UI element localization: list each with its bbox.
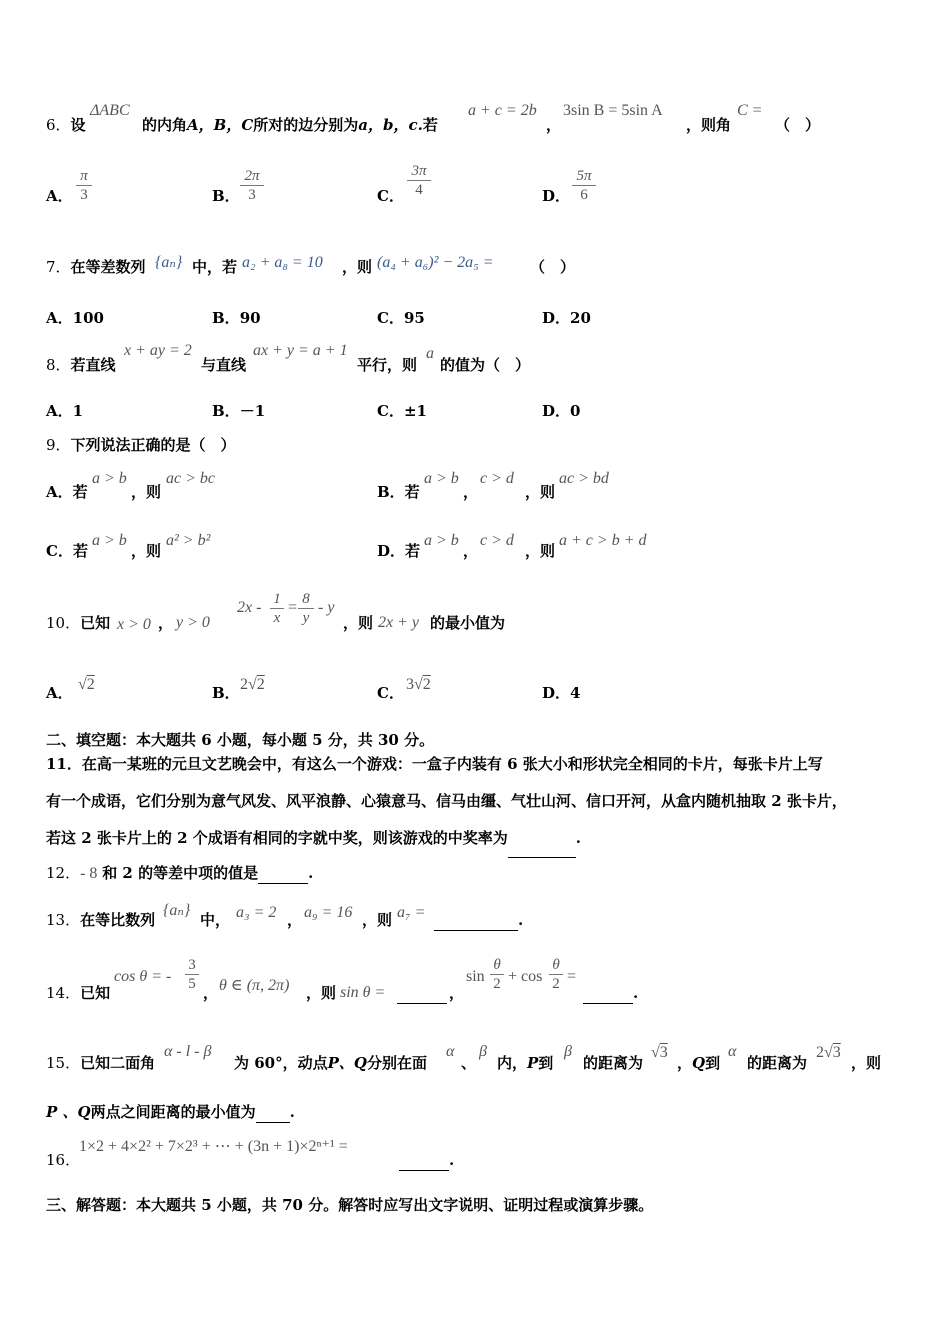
q7-text: 中，若 [192, 258, 238, 276]
answer-blank[interactable] [583, 983, 633, 1004]
q14-half-fraction: $\frac{\theta}{2}$ [490, 956, 504, 993]
q6-option-label: B． [212, 187, 240, 205]
q9-option-d-sep: ， [463, 542, 479, 560]
q12-value: - 8 [80, 865, 98, 882]
q6-text: 的内角A，B，C所对的边分别为a，b，c.若 [142, 116, 438, 134]
q10-cond1: x > 0 [117, 616, 151, 633]
answer-blank[interactable] [508, 820, 576, 858]
q6-option-label: C． [377, 187, 404, 205]
answer-blank[interactable] [397, 983, 447, 1004]
q8-text: 与直线 [201, 356, 247, 374]
q15-text-4: ，Q到 [677, 1054, 721, 1072]
q8-avar: a [426, 345, 434, 362]
q8-line1: x + ay = 2 [124, 342, 192, 359]
q10-eq-right: - y [318, 599, 335, 616]
q10-option-label: A． [46, 684, 73, 702]
q7-stem: 7．在等差数列 [46, 258, 146, 276]
q9-stem: 9．下列说法正确的是（ ） [46, 436, 236, 454]
q6-cvar: C = [737, 102, 763, 119]
q16-num: 16． [46, 1151, 81, 1169]
q10-option-d: D．4 [542, 684, 581, 702]
q10-stem: 10．已知 [46, 614, 111, 632]
q9-option-d-cond2: c > d [480, 532, 514, 549]
answer-blank[interactable] [258, 863, 308, 884]
q7-seq: {aₙ} [155, 254, 183, 271]
q6-option-label: D． [542, 187, 571, 205]
q9-option-b-cond2: c > d [480, 470, 514, 487]
q7-cond: a₂ + a₈ = 10 [242, 254, 323, 271]
q6-text-2: ，则角 [686, 116, 732, 134]
q15-text: 为 60°，动点P、Q分别在面 [234, 1054, 427, 1072]
q10-option-radical: 2√2 [240, 676, 265, 693]
q7-expr: (a₄ + a₆)² − 2a₅ = [377, 254, 494, 271]
answer-blank[interactable] [256, 1102, 290, 1123]
q14-sin-half: sin [466, 968, 485, 985]
q8-option-b: B．－1 [212, 402, 266, 420]
q9-option-b-label: B．若 [377, 483, 420, 501]
q6-option-fraction: $\frac{\pi}{3}$ [76, 167, 92, 204]
q13-a7: a₇ = [397, 904, 426, 921]
q14-cos: cos θ = - [114, 968, 172, 985]
q15-text-6: ，则 [851, 1054, 882, 1072]
q6-eq1: a + c = 2b [468, 102, 537, 119]
q15-angle: α - l - β [164, 1043, 212, 1060]
q14-fraction: $\frac{3}{5}$ [185, 956, 199, 993]
q13-a9: a₉ = 16 [304, 904, 353, 921]
q12: 12．- 8 和 2 的等差中项的值是 . [46, 864, 314, 882]
q10-eq-sign: = [288, 599, 298, 616]
q10-option-label: C． [377, 684, 404, 702]
q13-stem: 13．在等比数列 [46, 911, 156, 929]
q7-paren: （ ） [530, 258, 576, 276]
q8-option-c: C．±1 [377, 402, 427, 420]
q16-expr: 1×2 + 4×2² + 7×2³ + ⋯ + (3n + 1)×2ⁿ⁺¹ = [79, 1138, 348, 1155]
q10-option-radical: √2 [78, 676, 95, 693]
q10-text-2: 的最小值为 [430, 614, 506, 632]
q15-text-3: 的距离为 [583, 1054, 644, 1072]
q15-radical: √3 [651, 1044, 668, 1061]
q7-option-a: A．100 [46, 309, 104, 327]
q7-option-d: D．20 [542, 309, 591, 327]
q14-answer: . [583, 983, 638, 1004]
q15-text-2: 内，P到 [497, 1054, 554, 1072]
q6-stem: 6．设 [46, 116, 86, 134]
q10-option-radical: 3√2 [406, 676, 431, 693]
q10-option-label: B． [212, 684, 240, 702]
q15-beta: β [479, 1043, 487, 1060]
q9-option-d-cond1: a > b [424, 532, 459, 549]
q6-triangle: ΔABC [90, 102, 130, 119]
q8-text-2: 平行，则 [357, 356, 418, 374]
q14-sep: ， [203, 984, 219, 1002]
q15-radical-2: 2√3 [816, 1044, 841, 1061]
q9-option-c-then: ，则 [131, 542, 162, 560]
q15-alpha-2: α [728, 1043, 737, 1060]
q10-sep: ， [158, 614, 174, 632]
q8-option-a: A．1 [46, 402, 84, 420]
q16-answer: . [399, 1150, 454, 1171]
q15-stem: 15．已知二面角 [46, 1054, 156, 1072]
q8-line2: ax + y = a + 1 [253, 342, 348, 359]
q9-option-b-then: ，则 [525, 483, 556, 501]
q7-text-2: ，则 [342, 258, 373, 276]
q14-eq: = [567, 968, 577, 985]
q14-sin: sin θ = [340, 984, 386, 1001]
section-heading: 三、解答题：本大题共 5 小题，共 70 分。解答时应写出文字说明、证明过程或演算步骤。 [46, 1196, 654, 1214]
q6-option-fraction: $\frac{3\pi}{4}$ [407, 162, 431, 199]
q15-line-2: P 、Q两点之间距离的最小值为 . [46, 1103, 295, 1121]
q9-option-a-then: ，则 [131, 483, 162, 501]
q9-option-c-result: a² > b² [166, 532, 211, 549]
q15-alpha: α [446, 1043, 455, 1060]
answer-blank[interactable] [399, 1150, 449, 1171]
q6-option-fraction: $\frac{2\pi}{3}$ [240, 167, 264, 204]
q14-range: θ ∈ (π, 2π) [219, 977, 290, 994]
q10-cond2: y > 0 [176, 614, 210, 631]
q14-stem: 14．已知 [46, 984, 111, 1002]
q10-target: 2x + y [378, 614, 419, 631]
q9-option-a-label: A．若 [46, 483, 88, 501]
answer-blank[interactable] [434, 910, 518, 931]
q6-option-label: A． [46, 187, 73, 205]
q14-sep-2: ， [449, 984, 465, 1002]
q10-text: ，则 [343, 614, 374, 632]
q8-text-3: 的值为（ ） [440, 356, 531, 374]
q6-eq2: 3sin B = 5sin A [563, 102, 663, 119]
q8-stem: 8．若直线 [46, 356, 116, 374]
q9-option-b-sep: ， [463, 483, 479, 501]
q9-option-b-cond1: a > b [424, 470, 459, 487]
q14-cos-half: + cos [508, 968, 543, 985]
q9-option-d-then: ，则 [525, 542, 556, 560]
q15-text-5: 的距离为 [747, 1054, 808, 1072]
q10-eq-fraction-1: $\frac{1}{x}$ [270, 590, 284, 627]
q6-option-fraction: $\frac{5\pi}{6}$ [572, 167, 596, 204]
q10-eq-left: 2x - [237, 599, 262, 616]
q9-option-d-result: a + c > b + d [559, 532, 647, 549]
q11-paragraph [46, 746, 906, 858]
q9-option-a-cond: a > b [92, 470, 127, 487]
q9-option-c-cond: a > b [92, 532, 127, 549]
q9-option-c-label: C．若 [46, 542, 88, 560]
q9-option-b-result: ac > bd [559, 470, 609, 487]
q13-seq: {aₙ} [163, 902, 191, 919]
q6-comma: ， [546, 116, 562, 134]
q13-text-2: ，则 [362, 911, 393, 929]
q6-paren: （ ） [775, 116, 821, 134]
q8-option-d: D．0 [542, 402, 581, 420]
q10-eq-fraction-2: $\frac{8}{y}$ [298, 590, 314, 627]
q14-text: ，则 [306, 984, 337, 1002]
section-heading: 二、填空题：本大题共 6 小题，每小题 5 分，共 30 分。 [46, 731, 435, 749]
q15-dun: 、 [461, 1054, 477, 1072]
q9-option-d-label: D．若 [377, 542, 421, 560]
q7-option-b: B．90 [212, 309, 261, 327]
q11-line: 若这 2 张卡片上的 2 个成语有相同的字就中奖，则该游戏的中奖率为 . [46, 820, 906, 858]
q15-beta-2: β [564, 1043, 572, 1060]
q13-a3: a₃ = 2 [236, 904, 277, 921]
q11-line: 有一个成语，它们分别为意气风发、风平浪静、心猿意马、信马由缰、气壮山河、信口开河，从盒内随机抽取 2 张卡片， [46, 792, 847, 810]
q11-line: 11．在高一某班的元旦文艺晚会中，有这么一个游戏：一盒子内装有 6 张大小和形状完全相同的卡片，每张卡片上写 [46, 755, 823, 773]
q13-text: 中， [200, 911, 231, 929]
q13-answer: . [434, 910, 523, 931]
q13-sep: ， [287, 911, 303, 929]
q9-option-a-result: ac > bc [166, 470, 215, 487]
q7-option-c: C．95 [377, 309, 425, 327]
q14-half-fraction: $\frac{\theta}{2}$ [549, 956, 563, 993]
